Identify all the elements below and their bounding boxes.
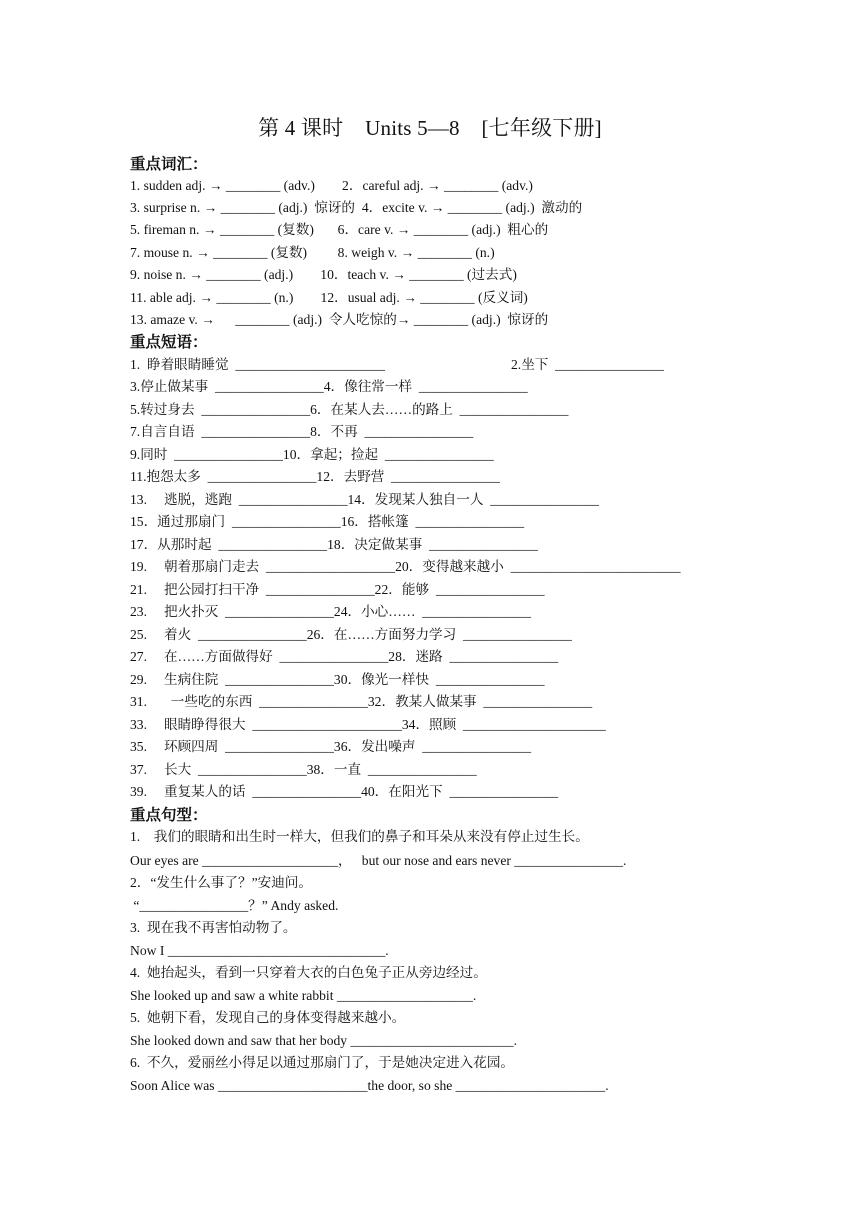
phrase-line: 25. 着火 ________________26．在……方面努力学习 ________________ — [130, 627, 572, 642]
vocab-line: 7. mouse n. → ________ (复数) 8. weigh v. → ________ (n.) — [130, 245, 495, 260]
vocab-line: 9. noise n. → ________ (adj.) 10．teach v. → ________ (过去式) — [130, 267, 517, 282]
sentence-line: Our eyes are ____________________， but our nose and ears never ________________. — [130, 853, 627, 868]
phrase-line: 13. 逃脱，逃跑 ________________14．发现某人独自一人 ________________ — [130, 492, 599, 507]
sentence-line: 4. 她抬起头，看到一只穿着大衣的白色兔子正从旁边经过。 — [130, 965, 487, 980]
phrase-line: 11.抱怨太多 ________________12．去野营 ________________ — [130, 469, 500, 484]
phrase-heading: 重点短语： — [130, 334, 208, 351]
vocab-line: 5. fireman n. → ________ (复数) 6．care v. → ________ (adj.) 粗心的 — [130, 222, 549, 237]
sentence-line: She looked down and saw that her body ________________________. — [130, 1033, 518, 1048]
sentence-line: 6. 不久，爱丽丝小得足以通过那扇门了，于是她决定进入花园。 — [130, 1055, 515, 1070]
page-title: 第 4 课时 Units 5—8 [七年级下册] — [258, 116, 602, 140]
sentence-line: 5. 她朝下看，发现自己的身体变得越来越小。 — [130, 1010, 406, 1025]
phrase-line: 21. 把公园打扫干净 ________________22．能够 ________________ — [130, 582, 545, 597]
sentence-line: She looked up and saw a white rabbit ____________________. — [130, 988, 477, 1003]
vocab-line: 11. able adj. → ________ (n.) 12．usual adj. → ________ (反义词) — [130, 290, 528, 305]
phrase-line: 17．从那时起 ________________18．决定做某事 ________________ — [130, 537, 538, 552]
vocab-line: 3. surprise n. → ________ (adj.) 惊讶的 4．excite v. → ________ (adj.) 激动的 — [130, 200, 583, 215]
phrase-line: 39. 重复某人的话 ________________40．在阳光下 ________________ — [130, 784, 559, 799]
phrase-line: 27. 在……方面做得好 ________________28．迷路 ________________ — [130, 649, 559, 664]
phrase-line: 1. 睁着眼睛睡觉 ______________________ — [130, 357, 385, 372]
phrase-line: 19. 朝着那扇门走去 ___________________20．变得越来越小 _________________________ — [130, 559, 681, 574]
sentence-line: “________________？” Andy asked. — [130, 898, 339, 913]
phrase-line: 29. 生病住院 ________________30．像光一样快 ________________ — [130, 672, 545, 687]
phrase-line: 33. 眼睛睁得很大 ______________________34．照顾 _____________________ — [130, 717, 606, 732]
phrase-line: 2.坐下 ________________ — [511, 357, 664, 372]
sentence-heading: 重点句型： — [130, 807, 208, 824]
vocab-line: 1. sudden adj. → ________ (adv.) 2．careful adj. → ________ (adv.) — [130, 178, 533, 193]
phrase-line: 31. 一些吃的东西 ________________32．教某人做某事 ________________ — [130, 694, 593, 709]
sentence-line: Now I ________________________________. — [130, 943, 389, 958]
vocab-heading: 重点词汇： — [130, 156, 208, 173]
phrase-line: 5.转过身去 ________________6．在某人去……的路上 ________________ — [130, 402, 569, 417]
sentence-line: 3. 现在我不再害怕动物了。 — [130, 920, 297, 935]
phrase-line: 23. 把火扑灭 ________________24．小心…… ________________ — [130, 604, 532, 619]
vocab-line: 13. amaze v. → ________ (adj.) 令人吃惊的→ ________ (adj.) 惊讶的 — [130, 312, 549, 327]
phrase-line: 37. 长大 ________________38．一直 ________________ — [130, 762, 477, 777]
sentence-line: 2．“发生什么事了？”安迪问。 — [130, 875, 312, 890]
phrase-line: 9.同时 ________________10．拿起；捡起 ________________ — [130, 447, 494, 462]
phrase-line: 15．通过那扇门 ________________16．搭帐篷 ________________ — [130, 514, 525, 529]
phrase-line: 35. 环顾四周 ________________36．发出噪声 ________________ — [130, 739, 532, 754]
sentence-line: 1. 我们的眼睛和出生时一样大，但我们的鼻子和耳朵从来没有停止过生长。 — [130, 829, 589, 844]
sentence-line: Soon Alice was ______________________the door, so she ______________________. — [130, 1078, 609, 1093]
phrase-line: 7.自言自语 ________________8．不再 ________________ — [130, 424, 474, 439]
phrase-line: 3.停止做某事 ________________4．像往常一样 ________________ — [130, 379, 528, 394]
